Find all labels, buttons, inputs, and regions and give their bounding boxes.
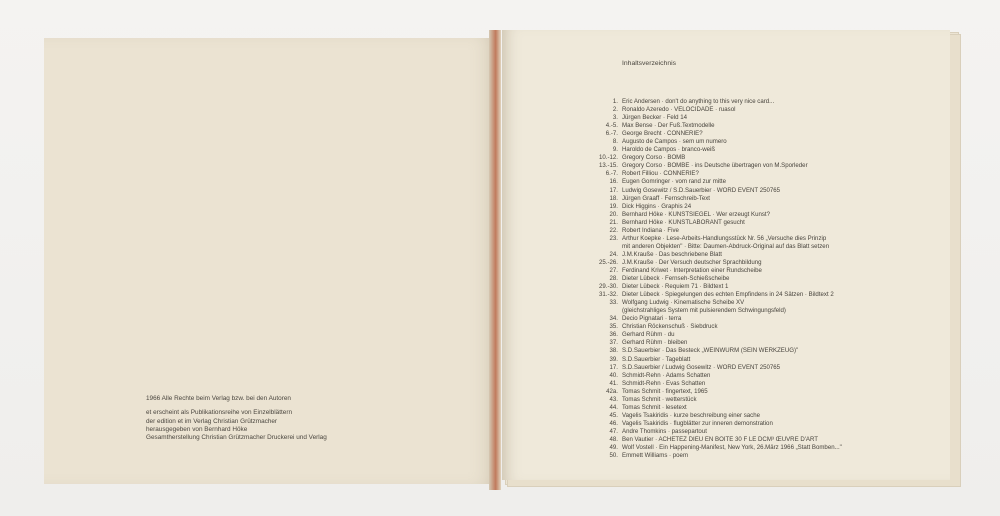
toc-entry bbox=[580, 396, 842, 404]
toc-entry-number: 13.-15. bbox=[599, 162, 618, 170]
toc-entry-text: Ben Vautier · ACHETEZ DIEU EN BOITE 30 F LE DCM³ ŒUVRE D'ART bbox=[622, 435, 818, 443]
toc-entry-number: 37. bbox=[609, 339, 618, 347]
toc-entry-text: Jürgen Graaff · Fernschreib-Text bbox=[622, 194, 710, 202]
toc-entry bbox=[580, 98, 842, 106]
toc-entry bbox=[580, 219, 842, 227]
toc-entry bbox=[580, 315, 842, 323]
toc-entry-number: 34. bbox=[609, 315, 618, 323]
toc-entry-text: George Brecht · CONNERIE? bbox=[622, 130, 703, 138]
toc-entry-text: Emmett Williams · poem bbox=[622, 452, 689, 460]
toc-entry bbox=[580, 388, 842, 396]
toc-entry-number: 27. bbox=[609, 266, 618, 274]
toc-entry bbox=[580, 299, 842, 307]
toc-entry bbox=[580, 275, 842, 283]
toc-entry-number: 8. bbox=[612, 138, 618, 146]
toc-entry bbox=[580, 251, 842, 259]
toc-entry-text: Christian Röckenschuß · Siebdruck bbox=[622, 323, 718, 331]
toc-entry-text: Tomas Schmit · lesetext bbox=[622, 403, 687, 411]
toc-entry bbox=[580, 380, 842, 388]
imprint-line: der edition et im Verlag Christian Grützmacher bbox=[146, 417, 278, 425]
toc-entry bbox=[580, 452, 842, 460]
toc-entry-text: Dieter Lübeck · Requiem 71 · Bildtext 1 bbox=[622, 283, 729, 291]
toc-entry bbox=[580, 162, 842, 170]
copyright-line: 1966 Alle Rechte beim Verlag bzw. bei den Autoren bbox=[146, 395, 291, 402]
toc-entry-number: 49. bbox=[609, 444, 618, 452]
toc-entry-number: 16. bbox=[609, 178, 618, 186]
toc-entry-number: 1. bbox=[612, 98, 618, 105]
toc-entry-number: 2. bbox=[612, 106, 618, 114]
toc-entry bbox=[580, 283, 842, 291]
toc-entry-number: 17. bbox=[609, 363, 618, 371]
toc-entry-number: 17. bbox=[609, 186, 618, 194]
toc-entry-number: 19. bbox=[609, 202, 618, 210]
toc-entry-number: 33. bbox=[609, 299, 618, 307]
toc-entry-text: Haroldo de Campos · branco-weiß bbox=[622, 146, 716, 154]
toc-entry-text: S.D.Sauerbier · Das Besteck „WEINWURM (SEIN WERKZEUG)" bbox=[622, 347, 799, 355]
imprint-line: herausgegeben von Bernhard Höke bbox=[146, 425, 248, 433]
toc-entry bbox=[580, 267, 842, 275]
toc-entry bbox=[580, 412, 842, 420]
toc-entry-number: 45. bbox=[609, 411, 618, 419]
toc-entry-text: Schmidt-Rehn · Adams Schatten bbox=[622, 371, 711, 379]
toc-entry-text: Wolf Vostell · Ein Happening-Manifest, New York, 26.März 1966 „Statt Bomben..." bbox=[622, 444, 842, 452]
toc-entry bbox=[580, 203, 842, 211]
toc-entry-text: Decio Pignatari · terra bbox=[622, 315, 682, 323]
toc-entry-text: Dieter Lübeck · Spiegelungen des echten Empfindens in 24 Sätzen · Bildtext 2 bbox=[622, 291, 834, 299]
toc-entry bbox=[580, 146, 842, 154]
toc-entry-number: 40. bbox=[609, 371, 618, 379]
toc-entry bbox=[580, 154, 842, 162]
toc-entry-text: Gregory Corso · BOMBE · ins Deutsche übertragen von M.Sporleder bbox=[622, 162, 808, 170]
toc-entry-text: Robert Filliou · CONNERIE? bbox=[622, 170, 699, 178]
toc-entry-text: S.D.Sauerbier · Tageblatt bbox=[622, 355, 691, 363]
toc-entry-text: Bernhard Höke · KUNSTSIEGEL · Wer erzeugt Kunst? bbox=[622, 210, 771, 218]
imprint-block bbox=[146, 395, 327, 442]
toc-entry bbox=[580, 372, 842, 380]
toc-entry-number: 29.-30. bbox=[599, 283, 618, 291]
toc-entry bbox=[580, 364, 842, 372]
toc-entry-number: 41. bbox=[609, 379, 618, 387]
toc-entry bbox=[580, 428, 842, 436]
toc-entry bbox=[580, 195, 842, 203]
toc-entry-text: S.D.Sauerbier / Ludwig Gosewitz · WORD EVENT 250765 bbox=[622, 363, 781, 371]
toc-entry bbox=[580, 291, 842, 299]
imprint-line: Gesamtherstellung Christian Grützmacher Druckerei und Verlag bbox=[146, 434, 327, 442]
toc-entry bbox=[580, 356, 842, 364]
toc-entry-text: Bernhard Höke · KUNSTLABORANT gesucht bbox=[622, 218, 745, 226]
toc-entry-number: 31.-32. bbox=[599, 291, 618, 299]
toc-entry-text: Andre Thomkins · passepartout bbox=[622, 427, 707, 435]
toc-entry bbox=[580, 106, 842, 114]
toc-entry-number: 50. bbox=[609, 452, 618, 460]
toc-entry bbox=[580, 122, 842, 130]
toc-entry bbox=[580, 227, 842, 235]
toc-entry bbox=[580, 187, 842, 195]
toc-entry bbox=[580, 323, 842, 331]
toc-entry-text: Vagelis Tsakiridis · flugblätter zur inneren demonstration bbox=[622, 419, 773, 427]
toc-entry-continuation: (gleichstrahliges System mit pulsierendem Schwingungsfeld) bbox=[622, 307, 786, 315]
toc-entry bbox=[580, 347, 842, 355]
toc-entry bbox=[580, 436, 842, 444]
toc-entry bbox=[580, 170, 842, 178]
toc-entry-text: Tomas Schmit · wetterstück bbox=[622, 395, 697, 403]
toc-entry-text: Vagelis Tsakiridis · kurze beschreibung einer sache bbox=[622, 411, 760, 419]
toc-entry bbox=[580, 114, 842, 122]
toc-entry bbox=[580, 420, 842, 428]
toc-entry bbox=[580, 404, 842, 412]
imprint-line: et erscheint als Publikationsreihe von Einzelblättern bbox=[146, 409, 293, 417]
toc-entry-number: 6.-7. bbox=[605, 170, 618, 178]
toc-entry-number: 39. bbox=[609, 355, 618, 363]
toc-entry-text: Gerhard Rühm · bleiben bbox=[622, 339, 688, 347]
toc-entry-number: 20. bbox=[609, 210, 618, 218]
toc-entry-text: Gregory Corso · BOMB bbox=[622, 154, 686, 162]
toc-entry-number: 22. bbox=[609, 226, 618, 234]
toc-entry-number: 46. bbox=[609, 419, 618, 427]
toc-entry-number: 48. bbox=[609, 435, 618, 443]
toc-entry bbox=[580, 339, 842, 347]
toc-entry-text: Eric Andersen · don't do anything to this very nice card... bbox=[622, 98, 775, 105]
toc-entry-text: Arthur Koepke · Lese-Arbeits-Handlungsstück Nr. 56 „Versuche dies Prinzip bbox=[622, 234, 827, 242]
toc-entry-text: Eugen Gomringer · vom rand zur mitte bbox=[622, 178, 726, 186]
toc-entry-number: 4.-5. bbox=[605, 122, 618, 130]
toc-entry-number: 25.-26. bbox=[599, 258, 618, 266]
toc-entry-number: 44. bbox=[609, 403, 618, 411]
toc-entry bbox=[580, 331, 842, 339]
toc-entry bbox=[580, 259, 842, 267]
table-of-contents bbox=[580, 98, 842, 460]
toc-entry bbox=[580, 444, 842, 452]
toc-entry-number: 36. bbox=[609, 331, 618, 339]
toc-entry bbox=[580, 211, 842, 219]
toc-entry-text: Schmidt-Rehn · Evas Schatten bbox=[622, 379, 706, 387]
toc-entry-text: Tomas Schmit · fingertext, 1965 bbox=[622, 387, 708, 395]
toc-entry-number: 35. bbox=[609, 323, 618, 331]
toc-entry-text: Augusto de Campos · sem um numero bbox=[622, 138, 727, 146]
toc-entry bbox=[580, 138, 842, 146]
toc-entry-number: 28. bbox=[609, 275, 618, 283]
toc-entry-number: 24. bbox=[609, 250, 618, 258]
toc-entry-number: 10.-12. bbox=[599, 154, 618, 162]
toc-entry-text: Gerhard Rühm · du bbox=[622, 331, 675, 339]
toc-entry-text: Jürgen Becker · Feld 14 bbox=[622, 114, 688, 122]
toc-entry-number: 6.-7. bbox=[605, 130, 618, 138]
toc-entry-continuation: mit anderen Objekten" · Bitte: Daumen-Abdruck-Original auf das Blatt setzen bbox=[622, 242, 830, 250]
book-gutter bbox=[489, 30, 501, 490]
toc-entry bbox=[580, 235, 842, 243]
toc-entry-number: 43. bbox=[609, 395, 618, 403]
toc-entry-text: Dick Higgins · Graphis 24 bbox=[622, 202, 692, 210]
toc-entry-number: 23. bbox=[609, 234, 618, 242]
toc-entry-text: Ludwig Gosewitz / S.D.Sauerbier · WORD EVENT 250765 bbox=[622, 186, 781, 194]
toc-entry-number: 18. bbox=[609, 194, 618, 202]
toc-entry-number: 38. bbox=[609, 347, 618, 355]
toc-entry-text: Dieter Lübeck · Fernseh-Schießscheibe bbox=[622, 275, 730, 283]
toc-entry-text: Ferdinand Kriwet · Interpretation einer Rundscheibe bbox=[622, 266, 762, 274]
toc-entry-number: 21. bbox=[609, 218, 618, 226]
toc-entry bbox=[580, 130, 842, 138]
toc-title: Inhaltsverzeichnis bbox=[622, 60, 677, 67]
toc-entry-text: Robert Indiana · Five bbox=[622, 226, 679, 234]
toc-entry-text: Ronaldo Azeredo · VELOCIDADE · ruasol bbox=[622, 106, 736, 114]
toc-entry-number: 9. bbox=[612, 146, 618, 154]
toc-entry-text: J.M.Krauße · Der Versuch deutscher Sprachbildung bbox=[622, 258, 762, 266]
toc-entry-text: J.M.Krauße · Das beschriebene Blatt bbox=[622, 250, 722, 258]
toc-entry-text: Wolfgang Ludwig · Kinematische Scheibe XV bbox=[622, 299, 745, 307]
toc-entry-number: 47. bbox=[609, 427, 618, 435]
toc-entry-text: Max Bense · Der Fuß.Textmodelle bbox=[622, 122, 715, 130]
toc-entry-number: 3. bbox=[612, 114, 618, 122]
toc-entry bbox=[580, 178, 842, 186]
toc-entry-number: 42a. bbox=[606, 387, 618, 395]
